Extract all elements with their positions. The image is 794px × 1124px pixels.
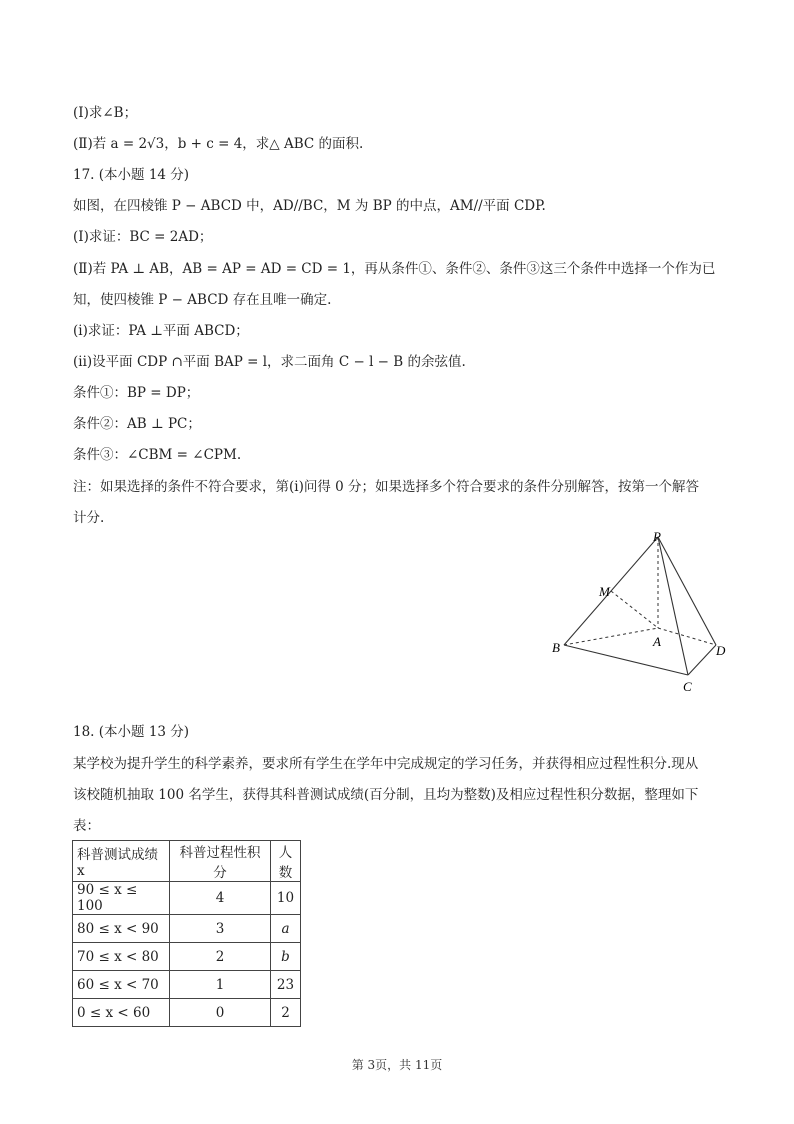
label-A: A (653, 634, 661, 649)
table-row (73, 882, 301, 915)
header-score: 科普测试成绩 x (73, 841, 170, 882)
q17-sub-i: (i)求证：PA ⊥平面 ABCD； (73, 323, 249, 339)
edge-MA (611, 591, 658, 628)
cell-points: 0 (170, 999, 271, 1027)
edge-BA (564, 628, 658, 645)
header-points: 科普过程性积分 (170, 841, 271, 882)
cell-score-range: 90 ≤ x ≤ 100 (73, 882, 170, 915)
label-M: M (599, 584, 610, 599)
table-row (73, 971, 301, 999)
label-P: P (653, 529, 661, 544)
table-row (73, 915, 301, 943)
condition-1: 条件①：BP = DP； (73, 385, 200, 401)
note-line2: 计分. (73, 510, 105, 526)
q18-text-line1: 某学校为提升学生的科学素养，要求所有学生在学年中完成规定的学习任务，并获得相应过程性积分.现从 (73, 756, 699, 772)
edge-CD (688, 645, 716, 675)
edge-AD (658, 628, 716, 645)
cell-points: 2 (170, 943, 271, 971)
q17-intro: 如图，在四棱锥 P − ABCD 中，AD//BC，M 为 BP 的中点，AM//平面 CDP. (73, 198, 546, 214)
q17-part1: (Ⅰ)求证：BC = 2AD； (73, 229, 213, 245)
label-B: B (552, 640, 560, 655)
condition-2: 条件②：AB ⊥ PC； (73, 416, 201, 432)
cell-score-range: 70 ≤ x < 80 (73, 943, 170, 971)
cell-count: 10 (271, 882, 301, 915)
table-row (73, 999, 301, 1027)
q18-text-line2: 该校随机抽取 100 名学生，获得其科普测试成绩(百分制，且均为整数)及相应过程性积分数据，整理如下 (73, 787, 699, 803)
q18-text-line3: 表： (73, 818, 100, 834)
edge-BC (564, 645, 688, 675)
q17-sub-ii: (ii)设平面 CDP ∩平面 BAP = l，求二面角 C − l − B 的余弦值. (73, 354, 466, 370)
q17-part2-line1: (Ⅱ)若 PA ⊥ AB，AB = AP = AD = CD = 1，再从条件①、条件②、条件③这三个条件中选择一个作为已 (73, 261, 716, 277)
label-D: D (716, 643, 726, 658)
cell-count: b (271, 943, 301, 971)
cell-score-range: 60 ≤ x < 70 (73, 971, 170, 999)
cell-count: 2 (271, 999, 301, 1027)
cell-points: 4 (170, 882, 271, 915)
q16-part1: (Ⅰ)求∠B； (73, 105, 138, 121)
cell-score-range: 0 ≤ x < 60 (73, 999, 170, 1027)
score-table (72, 840, 301, 1027)
cell-score-range: 80 ≤ x < 90 (73, 915, 170, 943)
cell-count: a (271, 915, 301, 943)
q18-header: 18. (本小题 13 分) (73, 724, 190, 740)
cell-count: 23 (271, 971, 301, 999)
note-line1: 注：如果选择的条件不符合要求，第(i)问得 0 分；如果选择多个符合要求的条件分别解答，按第一个解答 (73, 479, 700, 495)
cell-points: 1 (170, 971, 271, 999)
edge-PC (658, 537, 688, 675)
label-C: C (683, 679, 692, 694)
cell-points: 3 (170, 915, 271, 943)
table-row (73, 943, 301, 971)
q17-header: 17. (本小题 14 分) (73, 167, 190, 183)
header-count: 人数 (271, 841, 301, 882)
q16-part2: (Ⅱ)若 a = 2√3，b + c = 4，求△ ABC 的面积. (73, 136, 364, 152)
edge-PD (658, 537, 716, 645)
table-header-row (73, 841, 301, 882)
pyramid-figure (550, 525, 740, 700)
q17-part2-line2: 知，使四棱锥 P − ABCD 存在且唯一确定. (73, 292, 332, 308)
condition-3: 条件③：∠CBM = ∠CPM. (73, 447, 242, 463)
page-footer: 第 3页，共 11页 (351, 1058, 443, 1072)
